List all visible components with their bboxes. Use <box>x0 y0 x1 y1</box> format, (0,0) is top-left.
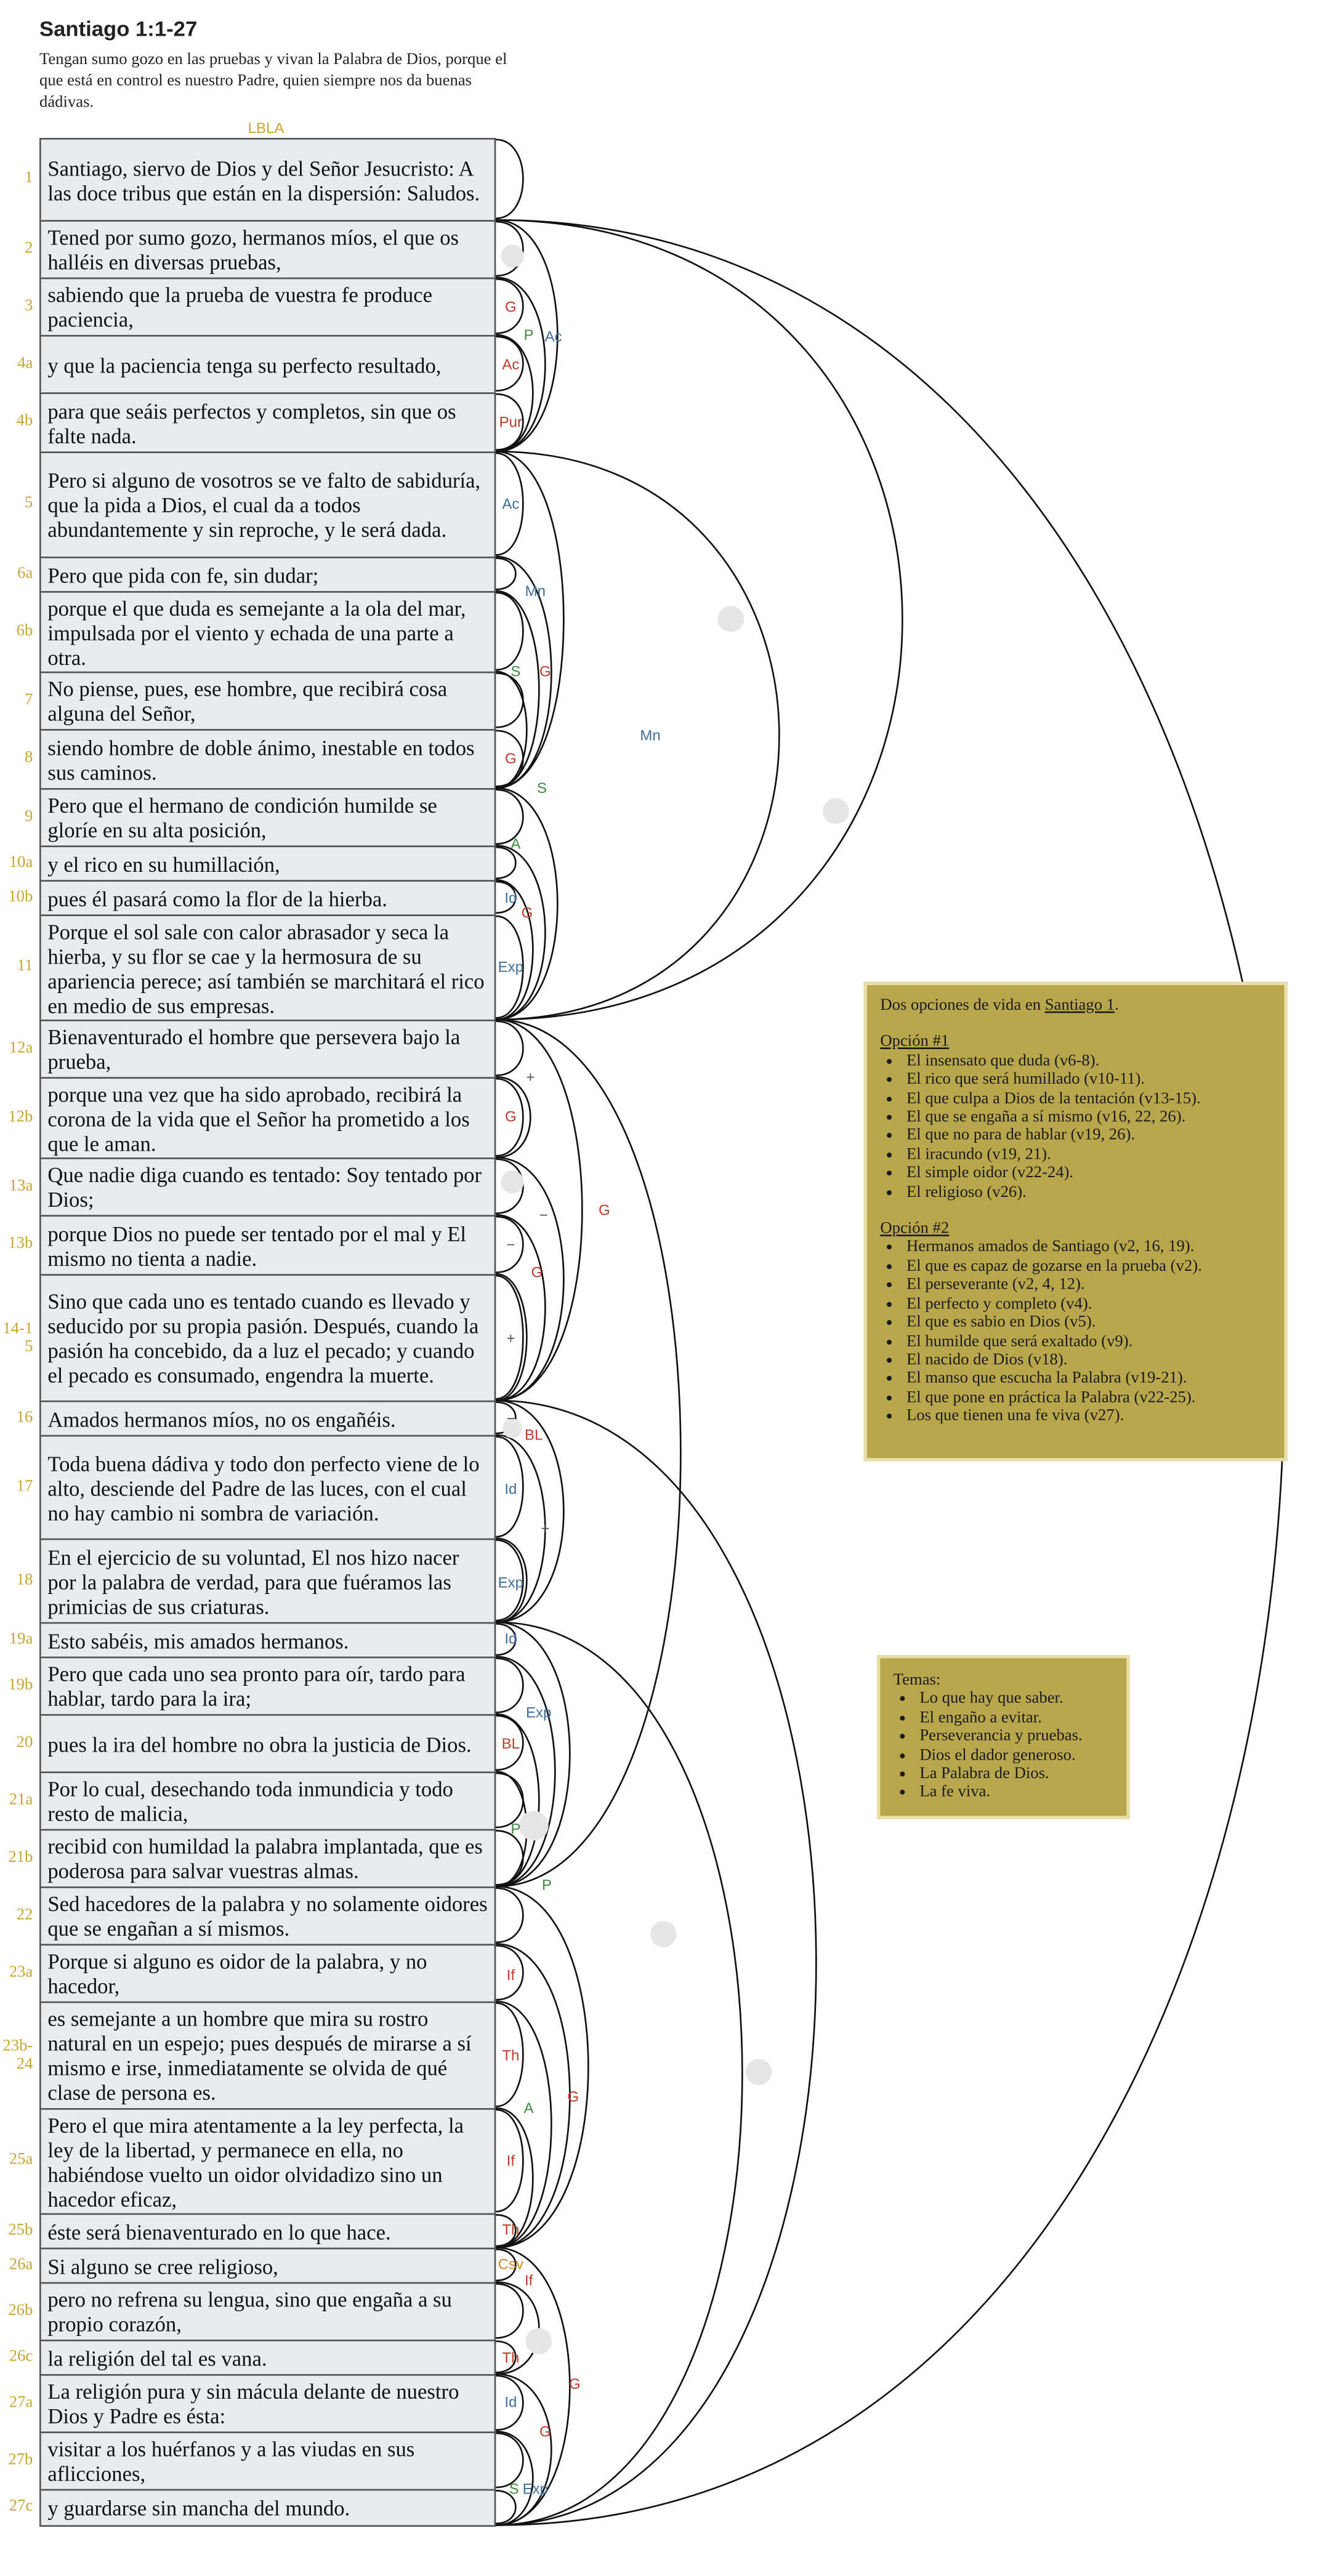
verse-number: 14-15 <box>2 1319 33 1356</box>
group-arc <box>496 1401 816 2526</box>
arc-label: Th <box>502 2349 520 2367</box>
group-arc <box>496 451 779 1020</box>
verse-number: 25b <box>8 2220 33 2239</box>
verse-number: 19b <box>8 1675 33 1694</box>
arc-label: Csv <box>498 2256 524 2273</box>
arc-label: Exp <box>498 1574 524 1592</box>
group-arc <box>496 1622 742 2526</box>
verse-number: 12b <box>8 1107 33 1126</box>
translation-label: LBLA <box>248 119 285 137</box>
verse-number: 16 <box>16 1407 33 1427</box>
list-item: • Los que tienen una fe viva (v27). <box>906 1407 1271 1426</box>
verse-text: la religión del tal es vana. <box>39 2340 496 2376</box>
verse-text: No piense, pues, ese hombre, que recibirá cosa alguna del Señor, <box>39 672 496 731</box>
verse-text: porque Dios no puede ser tentado por el mal y El mismo no tienta a nadie. <box>39 1215 496 1276</box>
arc-label: BL <box>524 1427 543 1444</box>
verse-text: siendo hombre de doble ánimo, inestable en todos sus caminos. <box>39 729 496 790</box>
arc-label: Pur <box>499 414 523 431</box>
arc-label: + <box>526 1069 535 1086</box>
verse-text: Por lo cual, desechando toda inmundicia y todo resto de malicia, <box>39 1771 496 1830</box>
list-item: • El iracundo (v19, 21). <box>906 1146 1271 1164</box>
verse-text: Toda buena dádiva y todo don perfecto viene de lo alto, desciende del Padre de las luces, con el cual no hay cambio ni sombra de variación. <box>39 1435 496 1540</box>
verse-text: Sed hacedores de la palabra y no solamente oidores que se engañan a sí mismos. <box>39 1886 496 1946</box>
node-marker <box>501 244 523 267</box>
list-item: • Hermanos amados de Santiago (v2, 16, 19). <box>906 1239 1271 1257</box>
verse-number: 10b <box>8 887 33 906</box>
option1-title: Opción #1 <box>880 1033 950 1052</box>
themes-box <box>877 1655 1130 1819</box>
arc-label: G <box>531 1264 543 1281</box>
list-item: • El manso que escucha la Palabra (v19-21). <box>906 1370 1271 1388</box>
verse-text: y que la paciencia tenga su perfecto resultado, <box>39 335 496 394</box>
verse-text: pues la ira del hombre no obra la justicia de Dios. <box>39 1714 496 1773</box>
node-marker <box>746 2059 772 2085</box>
list-item: • El religioso (v26). <box>906 1183 1271 1202</box>
verse-number: 23a <box>9 1963 33 1981</box>
arc-label: Ac <box>502 496 520 513</box>
arc-label: S <box>537 780 547 797</box>
list-item: • Lo que hay que saber. <box>919 1690 1113 1709</box>
list-item: • El simple oidor (v22-24). <box>906 1164 1271 1183</box>
arc-label: Id <box>504 890 517 907</box>
node-marker <box>501 1170 523 1193</box>
arc-label: Exp <box>498 959 524 976</box>
verse-text: pues él pasará como la flor de la hierba. <box>39 880 496 916</box>
node-marker <box>717 606 744 632</box>
option2-title: Opción #2 <box>880 1220 950 1238</box>
arc-label: BL <box>501 1736 520 1753</box>
group-arc <box>496 1944 570 2247</box>
group-arc <box>496 845 545 1020</box>
verse-text: Amados hermanos míos, no os engañéis. <box>39 1401 496 1437</box>
arc-label: A <box>511 835 521 853</box>
list-item: • El que culpa a Dios de la tentación (v13-15). <box>906 1090 1271 1108</box>
node-marker <box>525 2328 552 2354</box>
verse-arc <box>496 1773 523 1827</box>
group-arc <box>496 1020 680 1886</box>
arc-label: If <box>506 1967 515 1984</box>
list-item: • Perseverancia y pruebas. <box>919 1728 1113 1746</box>
arc-label: Ac <box>502 356 520 374</box>
verse-arc <box>496 1830 523 1885</box>
verse-number: 20 <box>16 1733 33 1752</box>
list-item: • El nacido de Dios (v18). <box>906 1351 1271 1369</box>
verse-text: Porque si alguno es oidor de la palabra, y no hacedor, <box>39 1944 496 2003</box>
verse-text: visitar a los huérfanos y a las viudas en sus aflicciones, <box>39 2431 496 2490</box>
verse-text: Porque el sol sale con calor abrasador y seca la hierba, y su flor se cae y la hermosura de su apariencia perece; así también se marchitará el rico en medio de sus empresas. <box>39 914 496 1021</box>
verse-text: Santiago, siervo de Dios y del Señor Jesucristo: A las doce tribus que están en la dispersión: Saludos. <box>39 138 496 222</box>
arc-label: Id <box>504 1481 517 1498</box>
verse-text: Bienaventurado el hombre que persevera bajo la prueba, <box>39 1020 496 1079</box>
verse-arc <box>496 1658 523 1712</box>
node-marker <box>823 798 849 824</box>
verse-number: 25a <box>9 2151 33 2169</box>
list-item: • El humilde que será exaltado (v9). <box>906 1332 1271 1351</box>
verse-number: 23b-24 <box>2 2037 33 2073</box>
verse-number: 19a <box>9 1629 33 1648</box>
verse-text: Pero que cada uno sea pronto para oír, tardo para hablar, tardo para la ira; <box>39 1657 496 1716</box>
arc-label: Id <box>504 1630 517 1648</box>
verse-text: Sino que cada uno es tentado cuando es llevado y seducido por su propia pasión. Después, cuando la pasión ha concebido, da a luz el pecado; y cuando el pecado es consumado, engendra la muerte. <box>39 1274 496 1402</box>
arc-label: Exp <box>522 2481 549 2498</box>
verse-text: Si alguno se cree religioso, <box>39 2248 496 2284</box>
arc-label: Exp <box>525 1704 552 1721</box>
option1-list <box>880 1052 1271 1202</box>
verse-text: Esto sabéis, mis amados hermanos. <box>39 1622 496 1659</box>
arc-label: G <box>539 663 551 680</box>
verse-number: 13a <box>9 1176 33 1195</box>
arc-label: If <box>525 2272 533 2290</box>
verse-number: 13b <box>8 1234 33 1253</box>
option2-list <box>880 1239 1271 1426</box>
verse-text: Tened por sumo gozo, hermanos míos, el que os halléis en diversas pruebas, <box>39 220 496 279</box>
arc-label: A <box>523 2100 534 2117</box>
verse-arc <box>496 2284 523 2338</box>
node-marker <box>519 1811 549 1840</box>
verse-number: 9 <box>25 807 33 826</box>
verse-number: 10a <box>9 853 33 871</box>
verse-number: 17 <box>16 1476 33 1495</box>
verse-text: sabiendo que la prueba de vuestra fe produce paciencia, <box>39 278 496 337</box>
verse-text: La religión pura y sin mácula delante de nuestro Dios y Padre es ésta: <box>39 2374 496 2433</box>
arc-label: P <box>511 1821 521 1838</box>
verse-number: 18 <box>16 1570 33 1589</box>
verse-text: Pero que el hermano de condición humilde se gloríe en su alta posición, <box>39 788 496 847</box>
verse-number: 26a <box>9 2255 33 2274</box>
list-item: • La fe viva. <box>919 1784 1113 1802</box>
options-heading-ref: Santiago 1 <box>1044 996 1115 1015</box>
verse-arc <box>496 1888 523 1942</box>
list-item: • El que es capaz de gozarse en la prueba (v2). <box>906 1257 1271 1276</box>
list-item: • La Palabra de Dios. <box>919 1765 1113 1784</box>
verse-number: 1 <box>25 169 33 188</box>
arc-label: G <box>505 751 517 768</box>
themes-list <box>894 1690 1113 1803</box>
arc-label: Mn <box>640 727 661 744</box>
options-box <box>864 982 1288 1462</box>
verse-arc <box>496 1021 523 1076</box>
page-subtitle: Tengan sumo gozo en las pruebas y vivan la Palabra de Dios, porque el que está en control es nuestro Padre, quien siempre nos da buenas dádivas. <box>39 50 507 112</box>
verse-text: Pero si alguno de vosotros se ve falto de sabiduría, que la pida a Dios, el cual da a todos abundantemente y sin reproche, y le será dada. <box>39 451 496 558</box>
arc-label: Th <box>502 2221 520 2239</box>
arc-label: S <box>511 663 521 680</box>
arc-label: G <box>505 299 517 316</box>
arc-label: P <box>542 1877 552 1894</box>
verse-number: 2 <box>25 239 33 257</box>
list-item: • El rico que será humillado (v10-11). <box>906 1071 1271 1089</box>
list-item: • El engaño a evitar. <box>919 1709 1113 1728</box>
arc-label: If <box>506 2152 515 2170</box>
arc-label: − <box>506 1236 515 1254</box>
verse-number: 27b <box>8 2450 33 2469</box>
verse-arc <box>496 140 523 219</box>
arc-label: + <box>541 1520 550 1537</box>
arc-label: G <box>567 2088 579 2106</box>
arc-label: Th <box>502 2047 520 2064</box>
verse-number: 7 <box>25 690 33 709</box>
verse-number: 26b <box>8 2301 33 2319</box>
verse-number: 12a <box>9 1038 33 1057</box>
arc-label: G <box>569 2376 581 2393</box>
list-item: • El que es sabio en Dios (v5). <box>906 1314 1271 1332</box>
arc-label: Id <box>504 2394 517 2411</box>
group-arc <box>496 591 539 788</box>
verse-text: recibid con humildad la palabra implantada, que es poderosa para salvar vuestras almas. <box>39 1829 496 1888</box>
list-item: • El perseverante (v2, 4, 12). <box>906 1276 1271 1295</box>
verse-number: 5 <box>25 494 33 513</box>
verse-number: 4b <box>16 412 33 430</box>
arc-label: G <box>539 2423 551 2441</box>
arc-label: S <box>509 2481 519 2498</box>
verse-number: 8 <box>25 749 33 767</box>
arc-label: P <box>523 327 534 344</box>
group-arc <box>496 1657 555 1886</box>
verse-arc <box>496 558 515 590</box>
verse-number: 4a <box>17 353 33 372</box>
arc-label: G <box>521 904 533 922</box>
verse-text: para que seáis perfectos y completos, sin que os falte nada. <box>39 392 496 453</box>
verse-number: 27c <box>9 2497 33 2516</box>
arc-label: − <box>506 1411 515 1428</box>
verse-number: 26c <box>9 2347 33 2365</box>
verse-text: Que nadie diga cuando es tentado: Soy tentado por Dios; <box>39 1157 496 1217</box>
verse-text: y el rico en su humillación, <box>39 845 496 882</box>
group-arc <box>496 2002 551 2248</box>
verse-number: 22 <box>16 1905 33 1924</box>
arc-label: Ac <box>544 328 562 345</box>
verse-text: Pero el que mira atentamente a la ley perfecta, la ley de la libertad, y permanece en ella, no habiéndose vuelto un oidor olvidadizo sino un hacedor eficaz, <box>39 2108 496 2215</box>
page-title: Santiago 1:1-27 <box>39 16 198 41</box>
list-item: • El perfecto y completo (v4). <box>906 1295 1271 1313</box>
node-marker <box>650 1921 677 1947</box>
verse-text: pero no refrena su lengua, sino que engaña a su propio corazón, <box>39 2282 496 2341</box>
verse-arc <box>496 673 523 727</box>
verse-number: 27a <box>9 2393 33 2412</box>
verse-number: 6b <box>16 621 33 640</box>
verse-text: y guardarse sin mancha del mundo. <box>39 2489 496 2527</box>
verse-text: porque una vez que ha sido aprobado, recibirá la corona de la vida que el Señor ha prometido a los que le aman. <box>39 1077 496 1159</box>
list-item: • Dios el dador generoso. <box>919 1746 1113 1765</box>
arc-label: − <box>539 1207 548 1224</box>
verse-number: 3 <box>25 296 33 315</box>
list-item: • El que no para de hablar (v19, 26). <box>906 1127 1271 1146</box>
verse-text: éste será bienaventurado en lo que hace. <box>39 2213 496 2250</box>
arc-label: Mn <box>525 583 546 600</box>
arc-label: + <box>506 1330 515 1347</box>
list-item: • El que pone en práctica la Palabra (v22-25). <box>906 1388 1271 1407</box>
arc-label: G <box>505 1108 517 1125</box>
list-item: • El insensato que duda (v6-8). <box>906 1052 1271 1071</box>
verse-text: porque el que duda es semejante a la ola del mar, impulsada por el viento y echada de una parte a otra. <box>39 591 496 673</box>
verse-number: 11 <box>17 957 33 976</box>
verse-number: 6a <box>17 564 33 582</box>
verse-text: Pero que pida con fe, sin dudar; <box>39 557 496 593</box>
verse-text: es semejante a un hombre que mira su rostro natural en un espejo; pues después de mirarse a sí mismo e irse, inmediatamente se olvida de qué clase de persona es. <box>39 2002 496 2110</box>
verse-text: En el ejercicio de su voluntad, El nos hizo nacer por la palabra de verdad, para que fuéramos las primicias de sus criaturas. <box>39 1539 496 1624</box>
themes-title: Temas: <box>893 1671 941 1690</box>
options-heading: Dos opciones de vida en Santiago 1. <box>880 996 1119 1015</box>
arc-label: G <box>599 1202 610 1219</box>
verse-number: 21b <box>8 1848 33 1866</box>
list-item: • El que se engaña a sí mismo (v16, 22, 26). <box>906 1108 1271 1127</box>
verse-number: 21a <box>9 1790 33 1809</box>
